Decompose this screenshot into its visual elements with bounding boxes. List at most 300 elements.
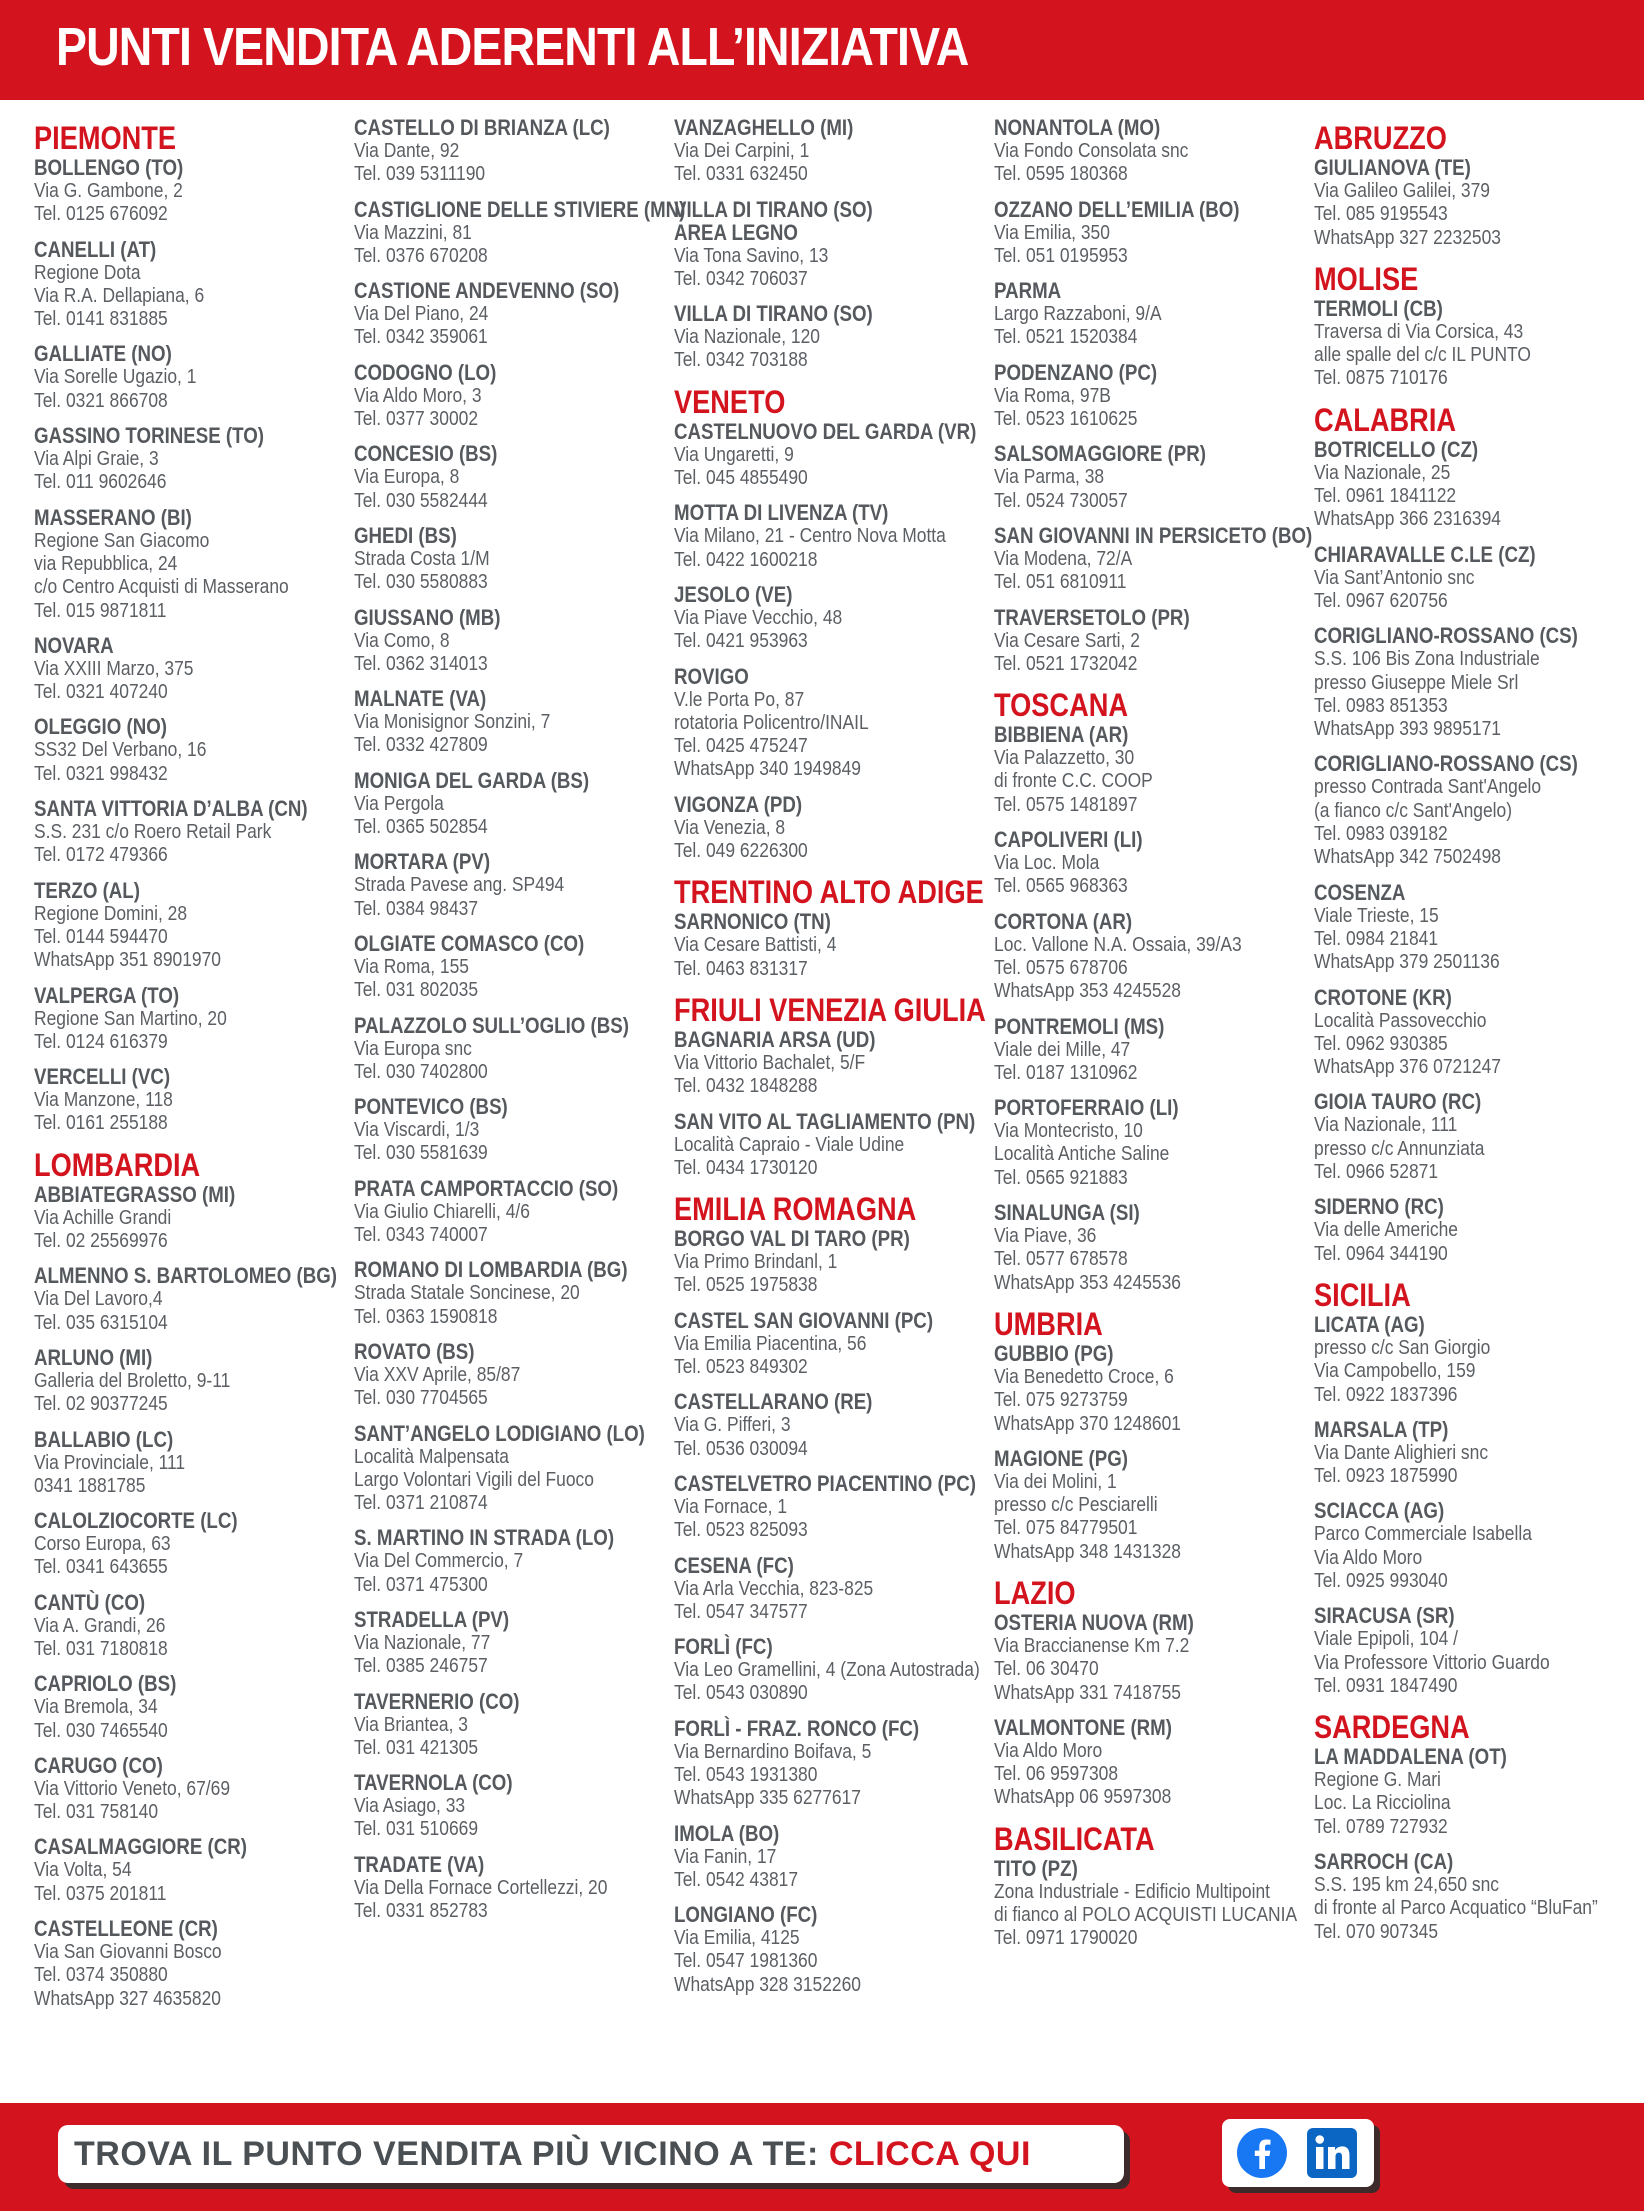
store-name: CANELLI (AT) <box>34 236 157 262</box>
store-entry <box>1314 543 1637 613</box>
store-phone: Tel. 0124 616379 <box>34 1029 168 1053</box>
store-address: Località Malpensata <box>354 1444 509 1468</box>
store-address: Via Parma, 38 <box>994 465 1105 489</box>
region-heading-abruzzo: ABRUZZO <box>1314 120 1447 156</box>
store-entry <box>994 1447 1317 1563</box>
store-name: TRAVERSETOLO (PR) <box>994 604 1190 630</box>
store-address: Via Monisignor Sonzini, 7 <box>354 710 551 734</box>
store-name: FORLÌ (FC) <box>674 1634 773 1660</box>
store-phone: Tel. 030 5581639 <box>354 1141 488 1165</box>
store-name: PARMA <box>994 278 1062 304</box>
store-phone: 0341 1881785 <box>34 1473 146 1497</box>
cta-label: TROVA IL PUNTO VENDITA PIÙ VICINO A TE: <box>74 2134 819 2173</box>
store-address: Via Mazzini, 81 <box>354 220 472 244</box>
store-phone: WhatsApp 348 1431328 <box>994 1539 1181 1563</box>
linkedin-icon[interactable] <box>1306 2127 1358 2179</box>
store-phone: Tel. 0331 632450 <box>674 162 808 186</box>
store-entry <box>354 1177 677 1247</box>
store-entry <box>674 1472 997 1542</box>
store-address: Via Fondo Consolata snc <box>994 139 1189 162</box>
store-address: c/o Centro Acquisti di Masserano <box>34 575 289 599</box>
store-phone: Tel. 0375 201811 <box>34 1881 167 1905</box>
store-address: Strada Costa 1/M <box>354 546 490 570</box>
store-name: CASTEL SAN GIOVANNI (PC) <box>674 1307 934 1333</box>
store-entry <box>354 1771 677 1841</box>
store-address: Via Europa, 8 <box>354 465 460 489</box>
store-name: MAGIONE (PG) <box>994 1445 1129 1471</box>
store-name: PONTEVICO (BS) <box>354 1094 508 1120</box>
store-entry <box>354 116 677 186</box>
region-heading-piemonte: PIEMONTE <box>34 120 177 156</box>
store-phone: Tel. 031 421305 <box>354 1735 479 1759</box>
store-address: Via Dei Carpini, 1 <box>674 139 810 162</box>
store-name: CESENA (FC) <box>674 1552 794 1578</box>
store-phone: Tel. 0961 1841122 <box>1314 484 1457 508</box>
store-entry <box>1314 986 1637 1079</box>
store-name: CHIARAVALLE C.LE (CZ) <box>1314 541 1536 567</box>
store-entry <box>674 198 997 291</box>
store-address: presso Giuseppe Miele Srl <box>1314 670 1519 694</box>
store-phone: Tel. 0543 1931380 <box>674 1762 818 1786</box>
store-name: SAN VITO AL TAGLIAMENTO (PN) <box>674 1108 976 1134</box>
store-name: VIGONZA (PD) <box>674 791 803 817</box>
store-entry <box>1314 1604 1637 1697</box>
store-name: CASTELVETRO PIACENTINO (PC) <box>674 1470 976 1496</box>
store-address: Via Aldo Moro <box>994 1738 1103 1762</box>
store-entry <box>994 524 1317 594</box>
store-name: MOTTA DI LIVENZA (TV) <box>674 500 889 526</box>
store-name: PODENZANO (PC) <box>994 359 1158 385</box>
store-name: SARROCH (CA) <box>1314 1849 1454 1875</box>
store-entry <box>34 879 357 972</box>
store-address: Via Milano, 21 - Centro Nova Motta <box>674 524 946 548</box>
store-phone: Tel. 0363 1590818 <box>354 1304 498 1328</box>
store-phone: Tel. 06 9597308 <box>994 1762 1119 1786</box>
store-entry <box>34 1591 357 1661</box>
store-phone: Tel. 0125 676092 <box>34 202 168 226</box>
store-address: Regione San Martino, 20 <box>34 1006 227 1030</box>
store-address: Via Fanin, 17 <box>674 1844 777 1868</box>
store-phone: WhatsApp 366 2316394 <box>1314 507 1501 531</box>
store-address: Traversa di Via Corsica, 43 <box>1314 319 1524 343</box>
store-name: BIBBIENA (AR) <box>994 722 1129 748</box>
store-phone: Tel. 0923 1875990 <box>1314 1464 1458 1488</box>
store-address: Via XXIII Marzo, 375 <box>34 656 194 680</box>
store-phone: Tel. 0161 255188 <box>34 1111 168 1135</box>
store-name: CASTIONE ANDEVENNO (SO) <box>354 278 620 304</box>
store-address: Via Piave Vecchio, 48 <box>674 605 843 629</box>
store-address: Strada Statale Soncinese, 20 <box>354 1281 580 1305</box>
store-name: SINALUNGA (SI) <box>994 1200 1140 1226</box>
store-address: Via Nazionale, 120 <box>674 325 820 349</box>
store-address: S.S. 106 Bis Zona Industriale <box>1314 647 1540 671</box>
store-name: PONTREMOLI (MS) <box>994 1013 1165 1039</box>
store-name: ARLUNO (MI) <box>34 1344 153 1370</box>
store-phone: Tel. 0523 849302 <box>674 1355 808 1379</box>
region-heading-basilicata: BASILICATA <box>994 1820 1155 1857</box>
store-phone: WhatsApp 335 6277617 <box>674 1786 861 1810</box>
store-phone: WhatsApp 370 1248601 <box>994 1411 1181 1435</box>
store-address: Via Aldo Moro, 3 <box>354 383 482 407</box>
store-name: TERMOLI (CB) <box>1314 295 1443 321</box>
store-address: Via A. Grandi, 26 <box>34 1613 166 1637</box>
store-name: GALLIATE (NO) <box>34 341 172 367</box>
store-name: VALMONTONE (RM) <box>994 1714 1172 1740</box>
store-phone: Tel. 011 9602646 <box>34 470 167 494</box>
store-name: ALMENNO S. BARTOLOMEO (BG) <box>34 1263 337 1289</box>
store-entry <box>354 1258 677 1328</box>
store-address: presso c/c San Giorgio <box>1314 1335 1491 1359</box>
store-name: CORIGLIANO-ROSSANO (CS) <box>1314 751 1578 777</box>
store-entry <box>34 715 357 785</box>
store-address: Località Passovecchio <box>1314 1008 1487 1032</box>
store-name: ROVATO (BS) <box>354 1338 475 1364</box>
store-entry <box>674 420 997 490</box>
store-phone: Tel. 0595 180368 <box>994 162 1128 186</box>
store-name: CALOLZIOCORTE (LC) <box>34 1508 238 1534</box>
store-phone: Tel. 0521 1520384 <box>994 325 1138 349</box>
store-entry <box>994 606 1317 676</box>
store-name: GIULIANOVA (TE) <box>1314 155 1471 180</box>
store-entry <box>994 442 1317 512</box>
store-entry <box>1314 1418 1637 1488</box>
region-heading-lombardia: LOMBARDIA <box>34 1146 201 1183</box>
store-name: TAVERNERIO (CO) <box>354 1688 520 1714</box>
store-name: SIDERNO (RC) <box>1314 1194 1444 1220</box>
store-entry <box>674 910 997 980</box>
store-entry <box>674 1822 997 1892</box>
store-entry <box>674 1110 997 1180</box>
store-phone: Tel. 0342 359061 <box>354 325 488 349</box>
store-name: VALPERGA (TO) <box>34 982 180 1008</box>
store-entry <box>994 910 1317 1003</box>
store-address: V.le Porta Po, 87 <box>674 687 805 711</box>
store-name: ABBIATEGRASSO (MI) <box>34 1181 236 1207</box>
store-name: SALSOMAGGIORE (PR) <box>994 441 1206 467</box>
store-phone: Tel. 030 5582444 <box>354 488 488 512</box>
store-name: BORGO VAL DI TARO (PR) <box>674 1226 910 1252</box>
store-entry <box>354 687 677 757</box>
store-address: Via Vittorio Veneto, 67/69 <box>34 1776 231 1800</box>
store-address: Via Roma, 155 <box>354 954 469 978</box>
store-phone: Tel. 0983 851353 <box>1314 693 1448 717</box>
store-address: Via Como, 8 <box>354 628 450 652</box>
store-name: BALLABIO (LC) <box>34 1426 174 1452</box>
store-entry <box>34 1835 357 1905</box>
store-entry <box>354 1526 677 1596</box>
store-address: Via Fornace, 1 <box>674 1494 788 1518</box>
store-phone: Tel. 0141 831885 <box>34 307 168 331</box>
store-phone: Tel. 0343 740007 <box>354 1223 488 1247</box>
store-entry <box>1314 1499 1637 1592</box>
store-address: Via dei Molini, 1 <box>994 1469 1117 1493</box>
store-entry <box>674 665 997 781</box>
store-name: VILLA DI TIRANO (SO) <box>674 301 873 327</box>
store-name: SANT’ANGELO LODIGIANO (LO) <box>354 1420 645 1446</box>
region-heading-sicilia: SICILIA <box>1314 1276 1411 1313</box>
store-phone: Tel. 0565 921883 <box>994 1165 1128 1189</box>
store-phone: WhatsApp 379 2501136 <box>1314 950 1500 974</box>
store-entry <box>1314 1850 1637 1943</box>
store-address: Via Asiago, 33 <box>354 1794 466 1818</box>
store-address: Via Emilia, 350 <box>994 220 1110 244</box>
store-name: OLEGGIO (NO) <box>34 714 167 740</box>
facebook-icon[interactable] <box>1236 2127 1288 2179</box>
store-address: presso Contrada Sant'Angelo <box>1314 775 1542 799</box>
store-name: GASSINO TORINESE (TO) <box>34 423 264 449</box>
store-name: CASTELLEONE (CR) <box>34 1916 218 1942</box>
store-entry <box>994 1342 1317 1435</box>
find-store-button[interactable] <box>58 2125 1124 2183</box>
store-address: Via Pergola <box>354 791 444 815</box>
store-name: OLGIATE COMASCO (CO) <box>354 930 585 956</box>
store-name: PALAZZOLO SULL’OGLIO (BS) <box>354 1012 629 1038</box>
store-entry <box>674 116 997 186</box>
store-address: Via Campobello, 159 <box>1314 1359 1476 1383</box>
store-phone: Tel. 0342 706037 <box>674 266 808 290</box>
store-address: Via Loc. Mola <box>994 851 1100 875</box>
store-entry <box>34 1754 357 1824</box>
store-phone: Tel. 0575 678706 <box>994 955 1128 979</box>
store-name: MASSERANO (BI) <box>34 504 192 530</box>
store-entry <box>34 1065 357 1135</box>
store-entry <box>674 583 997 653</box>
store-address: Viale Trieste, 15 <box>1314 903 1439 927</box>
store-address: Via Galileo Galilei, 379 <box>1314 179 1490 202</box>
store-phone: WhatsApp 327 4635820 <box>34 1986 221 2010</box>
store-entry <box>1314 156 1637 249</box>
store-address: Via Cesare Sarti, 2 <box>994 628 1140 652</box>
store-phone: Tel. 0521 1732042 <box>994 651 1138 675</box>
store-address: Via Manzone, 118 <box>34 1088 173 1112</box>
store-address: Regione G. Mari <box>1314 1768 1441 1792</box>
store-entry <box>674 1028 997 1098</box>
store-phone: Tel. 051 6810911 <box>994 570 1127 594</box>
store-name: LICATA (AG) <box>1314 1311 1425 1337</box>
store-phone: Tel. 0971 1790020 <box>994 1926 1138 1950</box>
store-phone: Tel. 0984 21841 <box>1314 926 1439 950</box>
region-heading-friuli-venezia-giulia: FRIULI VENEZIA GIULIA <box>674 991 986 1028</box>
store-name: ROMANO DI LOMBARDIA (BG) <box>354 1257 628 1283</box>
store-name: SANTA VITTORIA D’ALBA (CN) <box>34 796 308 822</box>
store-phone: Tel. 075 84779501 <box>994 1516 1138 1540</box>
store-entry <box>34 1509 357 1579</box>
store-name: MORTARA (PV) <box>354 849 491 875</box>
store-phone: Tel. 06 30470 <box>994 1657 1099 1681</box>
store-name: JESOLO (VE) <box>674 581 793 607</box>
store-name: TAVERNOLA (CO) <box>354 1770 513 1796</box>
store-phone: Tel. 049 6226300 <box>674 839 808 863</box>
store-phone: Tel. 051 0195953 <box>994 243 1128 267</box>
store-phone: WhatsApp 327 2232503 <box>1314 225 1501 249</box>
store-entry <box>354 1340 677 1410</box>
store-address: Viale dei Mille, 47 <box>994 1037 1131 1061</box>
store-phone: Tel. 031 758140 <box>34 1800 159 1824</box>
store-entry <box>674 1717 997 1810</box>
store-address: Via Nazionale, 77 <box>354 1630 491 1654</box>
cta-link[interactable]: CLICCA QUI <box>828 2134 1031 2173</box>
region-heading-calabria: CALABRIA <box>1314 401 1457 438</box>
store-address: Via Leo Gramellini, 4 (Zona Autostrada) <box>674 1658 980 1682</box>
store-phone: Tel. 0547 1981360 <box>674 1949 818 1973</box>
store-address: Via Professore Vittorio Guardo <box>1314 1650 1550 1674</box>
store-phone: Tel. 0434 1730120 <box>674 1155 818 1179</box>
store-address: Via Volta, 54 <box>34 1858 132 1882</box>
store-name: BAGNARIA ARSA (UD) <box>674 1026 876 1052</box>
store-phone: Tel. 0422 1600218 <box>674 547 818 571</box>
store-address: Via Vittorio Bachalet, 5/F <box>674 1050 866 1074</box>
store-address: Via Venezia, 8 <box>674 815 786 839</box>
store-phone: WhatsApp 351 8901970 <box>34 948 221 972</box>
store-entry <box>34 1428 357 1498</box>
store-name: LA MADDALENA (OT) <box>1314 1744 1507 1770</box>
store-address: Via Braccianense Km 7.2 <box>994 1633 1190 1657</box>
store-address: Via Nazionale, 25 <box>1314 460 1451 484</box>
store-name: CODOGNO (LO) <box>354 359 497 385</box>
store-entry <box>674 501 997 571</box>
store-entry <box>994 723 1317 816</box>
store-address: Via Nazionale, 111 <box>1314 1113 1458 1137</box>
store-phone: Tel. 035 6315104 <box>34 1310 168 1334</box>
store-phone: Tel. 0925 993040 <box>1314 1568 1448 1592</box>
store-phone: Tel. 0365 502854 <box>354 815 488 839</box>
store-entry <box>34 1183 357 1253</box>
store-phone: Tel. 0575 1481897 <box>994 792 1138 816</box>
store-address: AREA LEGNO <box>674 219 798 245</box>
store-address: Via Aldo Moro <box>1314 1545 1423 1569</box>
store-phone: Tel. 0962 930385 <box>1314 1031 1448 1055</box>
store-address: Via Arla Vecchia, 823-825 <box>674 1576 874 1600</box>
store-entry <box>1314 438 1637 531</box>
store-phone: Tel. 0371 475300 <box>354 1572 488 1596</box>
store-phone: WhatsApp 328 3152260 <box>674 1972 861 1996</box>
store-entry <box>34 984 357 1054</box>
store-phone: Tel. 031 802035 <box>354 978 479 1002</box>
store-entry <box>1314 624 1637 740</box>
store-phone: Tel. 0966 52871 <box>1314 1160 1439 1184</box>
store-phone: Tel. 0144 594470 <box>34 924 168 948</box>
store-entry <box>674 1227 997 1297</box>
store-phone: WhatsApp 353 4245536 <box>994 1270 1181 1294</box>
store-phone: Tel. 0523 1610625 <box>994 407 1138 431</box>
store-name: CONCESIO (BS) <box>354 441 498 467</box>
region-heading-trentino-alto-adige: TRENTINO ALTO ADIGE <box>674 874 984 911</box>
store-address: Via Della Fornace Cortellezzi, 20 <box>354 1875 608 1899</box>
store-name: TITO (PZ) <box>994 1855 1078 1881</box>
store-name: CAPRIOLO (BS) <box>34 1671 177 1697</box>
store-entry <box>1314 1745 1637 1838</box>
store-entry <box>354 769 677 839</box>
store-entry <box>354 442 677 512</box>
store-entry <box>34 506 357 622</box>
store-name: ROVIGO <box>674 663 749 689</box>
store-entry <box>354 279 677 349</box>
store-entry <box>994 279 1317 349</box>
store-name: SIRACUSA (SR) <box>1314 1603 1455 1629</box>
store-entry <box>34 1672 357 1742</box>
store-phone: Tel. 0542 43817 <box>674 1867 799 1891</box>
store-entry <box>354 1422 677 1515</box>
store-phone: Tel. 031 510669 <box>354 1817 479 1841</box>
store-address: Via Achille Grandi <box>34 1205 172 1229</box>
store-phone: Tel. 031 7180818 <box>34 1636 168 1660</box>
store-entry <box>994 1611 1317 1704</box>
store-entry <box>354 1608 677 1678</box>
store-entry <box>674 1903 997 1996</box>
store-address: Via Europa snc <box>354 1036 472 1060</box>
store-address: S.S. 195 km 24,650 snc <box>1314 1873 1500 1897</box>
store-address: Via Sant’Antonio snc <box>1314 565 1475 589</box>
store-entry <box>1314 881 1637 974</box>
store-address: Via Briantea, 3 <box>354 1712 468 1736</box>
store-phone: Tel. 0875 710176 <box>1314 366 1448 390</box>
store-name: CASTELNUOVO DEL GARDA (VR) <box>674 418 977 444</box>
store-address: presso c/c Pesciarelli <box>994 1493 1158 1517</box>
store-address: Loc. Vallone N.A. Ossaia, 39/A3 <box>994 932 1242 956</box>
store-address: Via Del Piano, 24 <box>354 302 489 326</box>
store-phone: WhatsApp 340 1949849 <box>674 757 861 781</box>
store-phone: Tel. 030 5580883 <box>354 570 488 594</box>
store-address: Strada Pavese ang. SP494 <box>354 873 565 897</box>
store-entry <box>34 1346 357 1416</box>
store-address: Via Bernardino Boifava, 5 <box>674 1739 872 1763</box>
store-entry <box>994 1015 1317 1085</box>
store-phone: WhatsApp 331 7418755 <box>994 1680 1181 1704</box>
store-entry <box>674 302 997 372</box>
store-entry <box>34 424 357 494</box>
store-address: Via Del Commercio, 7 <box>354 1549 524 1573</box>
store-phone: WhatsApp 376 0721247 <box>1314 1055 1501 1079</box>
store-address: Via Emilia, 4125 <box>674 1926 800 1950</box>
store-name: MALNATE (VA) <box>354 686 487 712</box>
store-name: VILLA DI TIRANO (SO) <box>674 196 873 222</box>
store-address: Via Ungaretti, 9 <box>674 442 794 466</box>
column-5 <box>1314 116 1632 1955</box>
store-name: S. MARTINO IN STRADA (LO) <box>354 1525 615 1551</box>
store-address: Corso Europa, 63 <box>34 1532 171 1556</box>
store-entry <box>34 342 357 412</box>
store-phone: Tel. 045 4855490 <box>674 466 808 490</box>
cta-text <box>74 2135 1031 2174</box>
store-entry <box>994 361 1317 431</box>
store-name: SAN GIOVANNI IN PERSICETO (BO) <box>994 522 1313 548</box>
store-address: Via Sorelle Ugazio, 1 <box>34 365 197 389</box>
store-address: Via Benedetto Croce, 6 <box>994 1364 1174 1388</box>
store-phone: Tel. 085 9195543 <box>1314 202 1448 226</box>
store-address: Via Giulio Chiarelli, 4/6 <box>354 1199 530 1223</box>
store-address: Zona Industriale - Edificio Multipoint <box>994 1879 1271 1903</box>
store-address: Via Dante Alighieri snc <box>1314 1440 1489 1464</box>
store-address: Regione San Giacomo <box>34 528 210 552</box>
column-3 <box>674 116 992 2008</box>
store-address: di fronte al Parco Acquatico “BluFan” <box>1314 1896 1598 1920</box>
store-phone: Tel. 0421 953963 <box>674 629 808 653</box>
region-heading-umbria: UMBRIA <box>994 1305 1103 1342</box>
store-name: TERZO (AL) <box>34 877 140 903</box>
region-heading-molise: MOLISE <box>1314 260 1419 297</box>
store-address: Loc. La Ricciolina <box>1314 1791 1451 1815</box>
store-name: OSTERIA NUOVA (RM) <box>994 1609 1194 1635</box>
store-phone: Tel. 0524 730057 <box>994 488 1128 512</box>
store-entry <box>994 1857 1317 1950</box>
store-entry <box>994 116 1317 186</box>
store-address: di fronte C.C. COOP <box>994 769 1153 793</box>
region-heading-lazio: LAZIO <box>994 1574 1076 1611</box>
store-name: IMOLA (BO) <box>674 1820 780 1846</box>
store-phone: Tel. 0931 1847490 <box>1314 1673 1458 1697</box>
store-entry <box>354 932 677 1002</box>
footer-banner <box>0 2103 1644 2211</box>
